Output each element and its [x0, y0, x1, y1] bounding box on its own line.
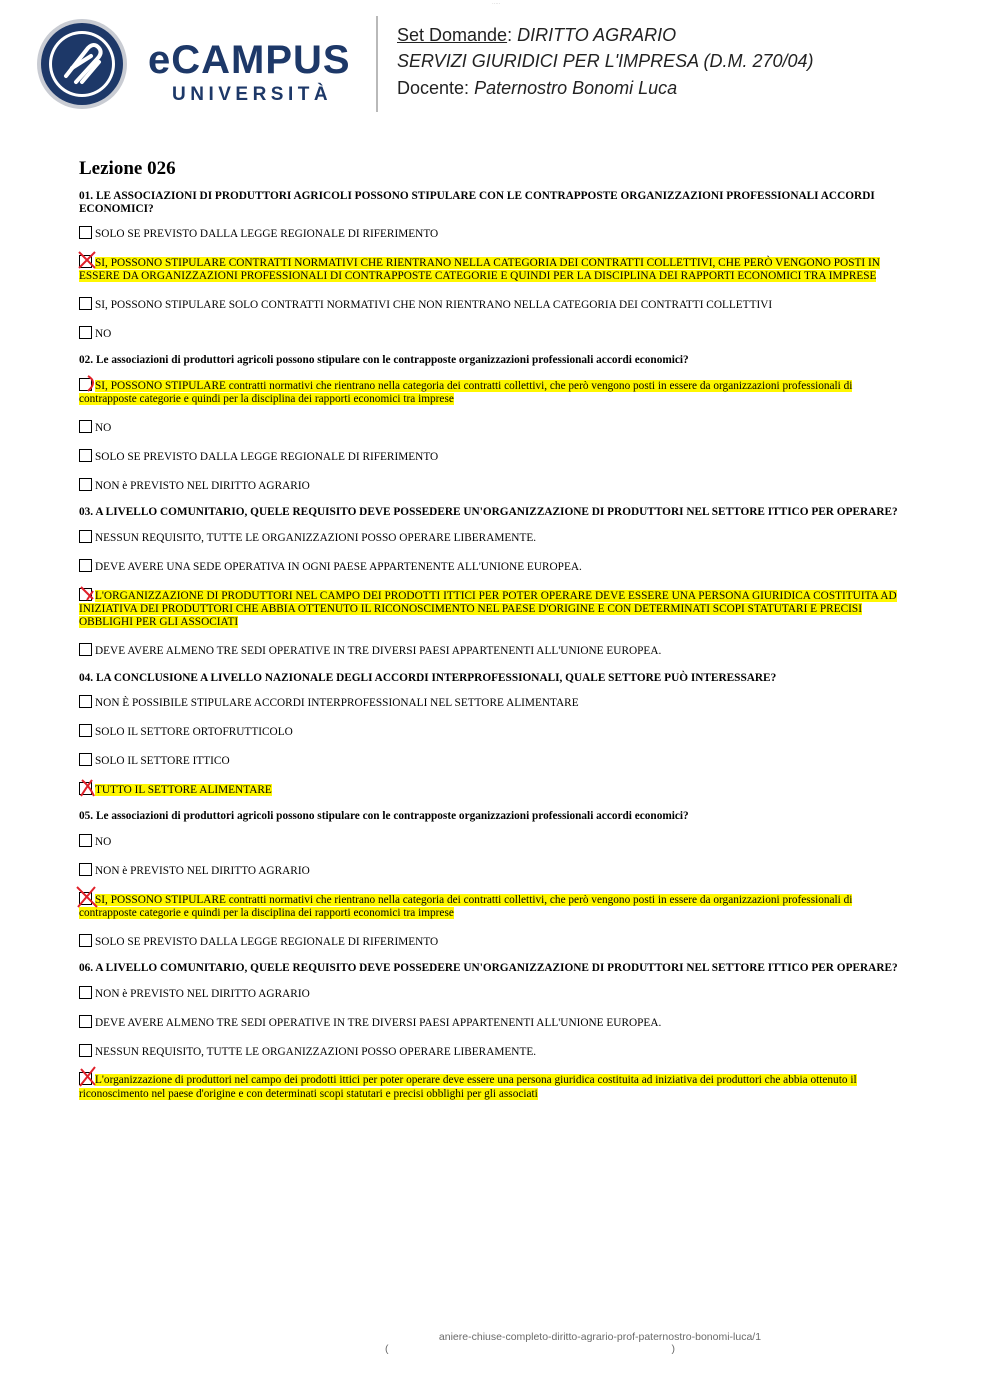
checkbox[interactable]: [79, 1015, 92, 1028]
question: [79, 354, 908, 492]
answer-text: NESSUN REQUISITO, TUTTE LE ORGANIZZAZIONI POSSO OPERARE LIBERAMENTE.: [95, 531, 537, 544]
answer-option[interactable]: [79, 478, 908, 493]
top-marker: ·····: [492, 2, 501, 7]
answer-option-correct[interactable]: [79, 1072, 908, 1101]
answer-text: NON È POSSIBILE STIPULARE ACCORDI INTERPROFESSIONALI NEL SETTORE ALIMENTARE: [95, 697, 579, 710]
answer-text: SI, POSSONO STIPULARE SOLO CONTRATTI NORMATIVI CHE NON RIENTRANO NELLA CATEGORIA DEI CONTRATTI COLLETTIVI: [95, 298, 773, 311]
question-title: 05. Le associazioni di produttori agricoli possono stipulare con le contrapposte organizzazioni professionali accordi economici?: [79, 810, 689, 823]
footer-parens: ( ): [385, 1343, 815, 1355]
checkbox-checked[interactable]: [79, 782, 92, 795]
answer-option[interactable]: [79, 1015, 908, 1030]
question-title: 04. LA CONCLUSIONE A LIVELLO NAZIONALE DEGLI ACCORDI INTERPROFESSIONALI, QUALE SETTORE PUÒ INTERESSARE?: [79, 671, 777, 684]
answer-option[interactable]: [79, 226, 908, 241]
question-list: [79, 190, 908, 1114]
checkbox[interactable]: [79, 753, 92, 766]
logo-word: eCAMPUS: [148, 38, 351, 82]
checkbox[interactable]: [79, 326, 92, 339]
logo-subtitle: UNIVERSITÀ: [172, 84, 333, 105]
page-footer: [0, 1331, 1000, 1355]
answer-text: NON è PREVISTO NEL DIRITTO AGRARIO: [95, 864, 310, 877]
checkbox[interactable]: [79, 834, 92, 847]
checkbox[interactable]: [79, 695, 92, 708]
checkbox[interactable]: [79, 478, 92, 491]
answer-text: L'ORGANIZZAZIONE DI PRODUTTORI NEL CAMPO DEI PRODOTTI ITTICI PER POTER OPERARE DEVE ESSERE UNA PERSONA GIURIDICA COSTITUITA AD INIZIATIVA DEI PRODUTTORI CHE ABBIA OTTENUTO IL RICONOSCIMENTO NEL PAESE D'ORIGINE E CON DETERMINATI SCOPI STATUTARI E PRECISI OBBLIGHI PER GLI ASSOCIATI: [79, 589, 897, 629]
checkbox[interactable]: [79, 530, 92, 543]
checkbox-checked[interactable]: [79, 255, 92, 268]
question: [79, 506, 908, 658]
answer-option[interactable]: [79, 695, 908, 710]
ecampus-logo-icon: [36, 18, 128, 110]
page-header: [0, 0, 1000, 130]
answer-text: SI, POSSONO STIPULARE contratti normativi che rientrano nella categoria dei contratti collettivi, che però vengono posti in essere da organizzazioni professionali di contrapposte categorie e quindi per la disciplina dei rapporti economici tra imprese: [79, 893, 853, 919]
checkbox[interactable]: [79, 934, 92, 947]
question-title: 03. A LIVELLO COMUNITARIO, QUELE REQUISITO DEVE POSSEDERE UN'ORGANIZZAZIONE DI PRODUTTORI NEL SETTORE ITTICO PER OPERARE?: [79, 506, 898, 519]
question: [79, 962, 908, 1100]
course-title: DIRITTO AGRARIO: [517, 25, 677, 45]
answer-text: SI, POSSONO STIPULARE contratti normativi che rientrano nella categoria dei contratti collettivi, che però vengono posti in essere da organizzazioni professionali di contrapposte categorie e quindi per la disciplina dei rapporti economici tra imprese: [79, 379, 853, 406]
checkbox[interactable]: [79, 863, 92, 876]
answer-text: SOLO IL SETTORE ORTOFRUTTICOLO: [95, 726, 293, 739]
course-line: Set Domande: DIRITTO AGRARIO: [397, 25, 677, 45]
teacher-label: Docente:: [397, 78, 470, 98]
answer-option-correct[interactable]: [79, 892, 908, 921]
question: [79, 190, 908, 341]
answer-text: DEVE AVERE ALMENO TRE SEDI OPERATIVE IN TRE DIVERSI PAESI APPARTENENTI ALL'UNIONE EUROPEA.: [95, 644, 662, 657]
answer-option[interactable]: [79, 530, 908, 545]
question: [79, 810, 908, 948]
answer-text: NON è PREVISTO NEL DIRITTO AGRARIO: [95, 479, 310, 492]
header-divider: [376, 16, 378, 112]
checkbox[interactable]: [79, 643, 92, 656]
checkbox-checked[interactable]: [79, 378, 92, 391]
answer-option[interactable]: [79, 297, 908, 312]
question-title: 02. Le associazioni di produttori agricoli possono stipulare con le contrapposte organizzazioni professionali accordi economici?: [79, 354, 689, 367]
answer-text: NO: [95, 835, 112, 848]
checkbox[interactable]: [79, 1044, 92, 1057]
answer-text: NON è PREVISTO NEL DIRITTO AGRARIO: [95, 987, 310, 1000]
answer-option[interactable]: [79, 449, 908, 464]
checkbox[interactable]: [79, 986, 92, 999]
answer-text: SOLO IL SETTORE ITTICO: [95, 754, 230, 767]
checkbox[interactable]: [79, 724, 92, 737]
question: [79, 672, 908, 797]
answer-option[interactable]: [79, 986, 908, 1001]
answer-option[interactable]: [79, 1044, 908, 1059]
checkbox[interactable]: [79, 226, 92, 239]
teacher-name: Paternostro Bonomi Luca: [474, 78, 678, 98]
answer-option[interactable]: [79, 934, 908, 949]
checkbox[interactable]: [79, 297, 92, 310]
answer-option[interactable]: [79, 420, 908, 435]
answer-option[interactable]: [79, 724, 908, 739]
answer-option[interactable]: [79, 863, 908, 878]
program-line: [397, 51, 814, 72]
answer-text: SOLO SE PREVISTO DALLA LEGGE REGIONALE DI RIFERIMENTO: [95, 935, 439, 948]
answer-text: TUTTO IL SETTORE ALIMENTARE: [95, 783, 272, 796]
checkbox-checked[interactable]: [79, 892, 92, 905]
answer-option[interactable]: [79, 559, 908, 574]
answer-option[interactable]: [79, 834, 908, 849]
footer-source: aniere-chiuse-completo-diritto-agrario-prof-paternostro-bonomi-luca/1: [438, 1331, 762, 1343]
checkbox-checked[interactable]: [79, 1072, 92, 1085]
answer-option[interactable]: [79, 753, 908, 768]
answer-option[interactable]: [79, 643, 908, 658]
checkbox[interactable]: [79, 559, 92, 572]
answer-text: NO: [95, 327, 112, 340]
checkbox[interactable]: [79, 449, 92, 462]
answer-text: SI, POSSONO STIPULARE CONTRATTI NORMATIVI CHE RIENTRANO NELLA CATEGORIA DEI CONTRATTI COLLETTIVI, CHE PERÒ VENGONO POSTI IN ESSERE DA ORGANIZZAZIONI PROFESSIONALI DI CONTRAPPOSTE CATEGORIE E QUINDI PER LA DISCIPLINA DEI RAPPORTI ECONOMICI TRA IMPRESE: [79, 256, 880, 283]
answer-text: NESSUN REQUISITO, TUTTE LE ORGANIZZAZIONI POSSO OPERARE LIBERAMENTE.: [95, 1045, 537, 1058]
checkbox-checked[interactable]: [79, 588, 92, 601]
answer-option-correct[interactable]: [79, 782, 908, 797]
question-title: 01. LE ASSOCIAZIONI DI PRODUTTORI AGRICOLI POSSONO STIPULARE CON LE CONTRAPPOSTE ORGANIZZAZIONI PROFESSIONALI ACCORDI ECONOMICI?: [79, 190, 875, 215]
lesson-title: Lezione 026: [79, 158, 176, 179]
ecampus-logo: [148, 40, 351, 106]
answer-option-correct[interactable]: [79, 588, 908, 630]
answer-text: SOLO SE PREVISTO DALLA LEGGE REGIONALE DI RIFERIMENTO: [95, 450, 439, 463]
answer-text: SOLO SE PREVISTO DALLA LEGGE REGIONALE DI RIFERIMENTO: [95, 228, 439, 240]
answer-text: DEVE AVERE ALMENO TRE SEDI OPERATIVE IN TRE DIVERSI PAESI APPARTENENTI ALL'UNIONE EUROPEA.: [95, 1016, 662, 1029]
set-label: Set Domande: [397, 25, 508, 45]
answer-option-correct[interactable]: [79, 255, 908, 284]
teacher-line: [397, 78, 677, 99]
answer-option-correct[interactable]: [79, 378, 908, 407]
answer-text: NO: [95, 422, 112, 435]
checkbox[interactable]: [79, 420, 92, 433]
answer-text: L'organizzazione di produttori nel campo dei prodotti ittici per poter operare deve essere una persona giuridica costituita ad iniziativa dei produttori che abbia ottenuto il riconoscimento nel paese d'origine e con determinati scopi statutari e precisi obblighi per gli associati: [79, 1074, 857, 1100]
program-title: SERVIZI GIURIDICI PER L'IMPRESA (D.M. 270/04): [397, 51, 814, 71]
answer-option[interactable]: [79, 326, 908, 341]
answer-text: DEVE AVERE UNA SEDE OPERATIVA IN OGNI PAESE APPARTENENTE ALL'UNIONE EUROPEA.: [95, 560, 582, 573]
question-title: 06. A LIVELLO COMUNITARIO, QUELE REQUISITO DEVE POSSEDERE UN'ORGANIZZAZIONE DI PRODUTTORI NEL SETTORE ITTICO PER OPERARE?: [79, 962, 898, 975]
